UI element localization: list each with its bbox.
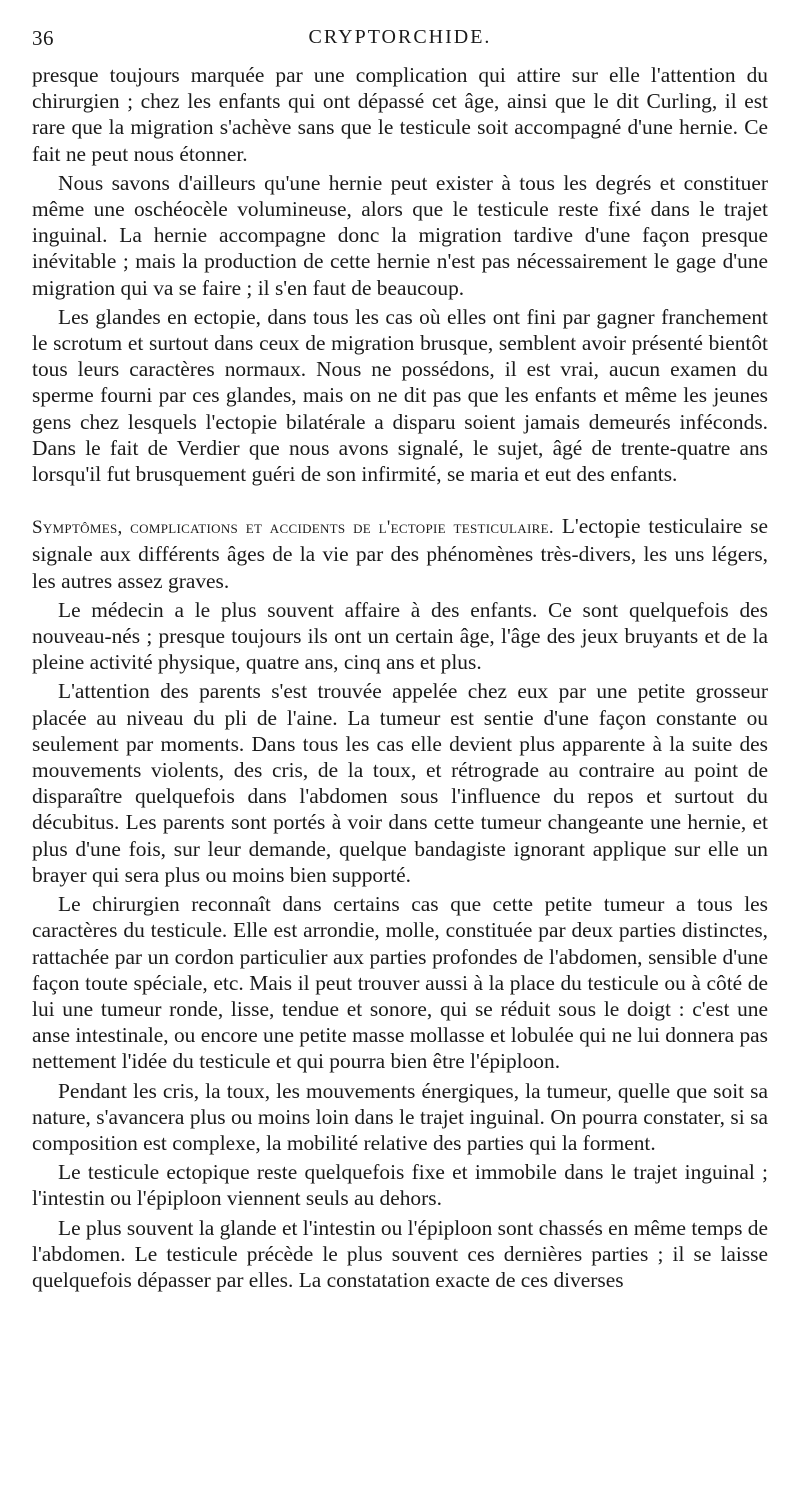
section-lead-text: L'ectopie testiculaire se signale aux différents âges de la vie par des phénomènes très-divers, les uns légers, les autres assez graves.	[32, 514, 768, 593]
paragraph: Le chirurgien reconnaît dans certains cas que cette petite tumeur a tous les caractères du testicule. Elle est arrondie, molle, constituée par deux parties distinctes, rattachée par un cordon particulier aux parties profondes de l'abdomen, sensible d'une façon toute spéciale, etc. Mais il peut trouver aussi à la place du testicule ou à côté de lui une tumeur ronde, lisse, tendue et sonore, qui se réduit sous le doigt : c'est une anse intestinale, ou encore une petite masse mollasse et lobulée qui ne lui donnera pas nettement l'idée du testicule et qui pourra bien être l'épiploon.	[32, 892, 768, 1074]
paragraph: L'attention des parents s'est trouvée appelée chez eux par une petite grosseur placée au niveau du pli de l'aine. La tumeur est sentie d'une façon constante ou seulement par moments. Dans tous les cas elle devient plus apparente à la suite des mouvements violents, des cris, de la toux, et rétrograde au contraire au point de disparaître quelquefois dans l'abdomen sous l'influence du repos et surtout du décubitus. Les parents sont portés à voir dans cette tumeur changeante une hernie, et plus d'une fois, sur leur demande, quelque bandagiste ignorant applique sur elle un brayer qui sera plus ou moins bien supporté.	[32, 679, 768, 887]
paragraph: Nous savons d'ailleurs qu'une hernie peut exister à tous les degrés et constituer même une oschéocèle volumineuse, alors que le testicule reste fixé dans le trajet inguinal. La hernie accompagne donc la migration tardive d'une façon presque inévitable ; mais la production de cette hernie n'est pas nécessairement le gage d'une migration qui va se faire ; il s'en faut de beaucoup.	[32, 170, 768, 300]
paragraph: Les glandes en ectopie, dans tous les cas où elles ont fini par gagner franchement le scrotum et surtout dans ceux de migration brusque, semblent avoir présenté bientôt tous leurs caractères normaux. Nous ne possédons, il est vrai, aucun examen du sperme fourni par ces glandes, mais on ne dit pas que les enfants et même les jeunes gens chez lesquels l'ectopie bilatérale a disparu soient jamais demeurés inféconds. Dans le fait de Verdier que nous avons signalé, le sujet, âgé de trente-quatre ans lorsqu'il fut brusquement guéri de son infirmité, se maria et eut des enfants.	[32, 304, 768, 487]
paragraph: Pendant les cris, la toux, les mouvements énergiques, la tumeur, quelle que soit sa nature, s'avancera plus ou moins loin dans le trajet inguinal. On pourra constater, si sa composition est complexe, la mobilité relative des parties qui la forment.	[32, 1078, 768, 1155]
paragraph: Le médecin a le plus souvent affaire à des enfants. Ce sont quelquefois des nouveau-nés ; presque toujours ils ont un certain âge, l'âge des jeux bruyants et de la pleine activité physique, quatre ans, cinq ans et plus.	[32, 597, 768, 675]
paragraph-continued: presque toujours marquée par une complication qui attire sur elle l'attention du chirurgien ; chez les enfants qui ont dépassé cet âge, ainsi que le dit Curling, il est rare que la migration s'achève sans que le testicule soit accompagné d'une hernie. Ce fait ne peut nous étonner.	[32, 63, 768, 166]
section-heading: Symptômes, complications et accidents de l'ectopie testiculaire.	[32, 517, 554, 539]
paragraph: Le testicule ectopique reste quelquefois fixe et immobile dans le trajet inguinal ; l'intestin ou l'épiploon viennent seuls au dehors.	[32, 1160, 768, 1211]
running-head	[32, 26, 768, 54]
section-spacer	[32, 487, 768, 513]
book-page	[32, 26, 768, 1293]
page-number: 36	[32, 26, 54, 50]
section-paragraph	[32, 513, 768, 594]
body-text	[32, 62, 768, 1293]
paragraph: Le plus souvent la glande et l'intestin ou l'épiploon sont chassés en même temps de l'abdomen. Le testicule précède le plus souvent ces dernières parties ; il se laisse quelquefois dépasser par elles. La constatation exacte de ces diverses	[32, 1215, 768, 1292]
running-title: CRYPTORCHIDE.	[308, 26, 492, 48]
